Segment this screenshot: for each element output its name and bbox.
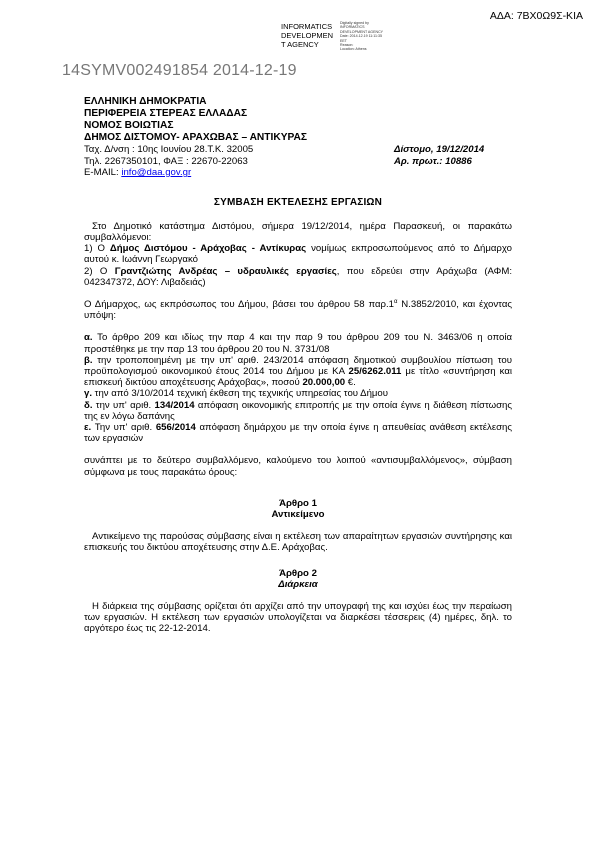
consideration-label: β. <box>84 354 93 366</box>
article-2-number: Άρθρο 2 <box>279 567 317 579</box>
party-1-prefix: 1) Ο <box>84 243 110 255</box>
signature-detail-line: INFORMATICS <box>340 25 365 30</box>
consideration-text: την από 3/10/2014 τεχνική έκθεση της τεχνικής υπηρεσίας του Δήμου <box>92 388 389 400</box>
email-row <box>84 167 512 179</box>
ada-code: ΑΔΑ: 7ΒΧ0Ω9Σ-ΚΙΑ <box>489 10 583 22</box>
considerations-intro <box>84 299 512 321</box>
consideration-text: την τροποποιημένη με την υπ' αριθ. 243/2014 απόφαση δημοτικού συμβουλίου πίστωση του προϋπολογισμού οικονομικού έτους 2014 του Δήμου με ΚΑ <box>84 354 512 377</box>
document-id: 14SYMV002491854 2014-12-19 <box>62 62 297 79</box>
signature-agency-line: INFORMATICS <box>281 22 333 31</box>
digital-signature-agency <box>281 22 339 49</box>
consideration-label: γ. <box>84 388 93 400</box>
decision-number: 656/2014 <box>155 421 196 433</box>
budget-amount: 20.000,00 <box>302 377 346 389</box>
letterhead-line: ΝΟΜΟΣ ΒΟΙΩΤΙΑΣ <box>84 120 174 131</box>
document-body <box>84 96 512 635</box>
consideration-text: Το άρθρο 209 και ιδίως την παρ 4 και την παρ 9 του άρθρου 209 του Ν. 3463/06 η οποία προστέθηκε με την παρ 13 του άρθρου 20 του Ν. 3731/08 <box>84 332 512 355</box>
signature-agency-line: T AGENCY <box>281 40 319 49</box>
signature-detail-line: DEVELOPMENT AGENCY <box>340 29 384 34</box>
letterhead-line: ΕΛΛΗΝΙΚΗ ΔΗΜΟΚΡΑΤΙΑ <box>84 96 207 107</box>
consideration-text: απόφαση δημάρχου με την οποία έγινε η απευθείας ανάθεση εκτέλεσης των εργασιών <box>84 421 512 445</box>
article-1-number: Άρθρο 1 <box>279 497 317 509</box>
digital-signature-details <box>340 21 410 52</box>
intro-paragraph: Στο Δημοτικό κατάστημα Διστόμου, σήμερα 19/12/2014, ημέρα Παρασκευή, οι παρακάτω συμβαλλόμενοι: <box>84 220 512 243</box>
consideration-text: €. <box>345 377 356 389</box>
letterhead-line: ΔΗΜΟΣ ΔΙΣΤΟΜΟΥ- ΑΡΑΧΩΒΑΣ – ΑΝΤΙΚΥΡΑΣ <box>84 132 308 143</box>
protocol-number: Αρ. πρωτ.: 10886 <box>394 155 472 167</box>
consideration-d <box>84 400 512 422</box>
party-2-prefix: 2) Ο <box>84 265 115 277</box>
superscript: α <box>393 298 398 305</box>
consideration-label: α. <box>84 332 93 344</box>
signature-detail-line: Reason: <box>340 43 354 48</box>
consideration-label: δ. <box>84 399 93 411</box>
signature-detail-line: Date: 2014.12.19 11:11:35 <box>340 34 383 39</box>
article-2-name: Διάρκεια <box>278 578 318 590</box>
consideration-text: με τίτλο «συντήρηση και επισκευή δικτύου αποχέτευσης Αράχοβας», ποσού <box>84 365 512 389</box>
consideration-a <box>84 332 512 354</box>
consideration-b <box>84 355 512 389</box>
considerations-intro-law: Ν.3852/2010, και έχοντας υπόψη: <box>84 298 512 322</box>
budget-code: 25/6262.011 <box>348 365 402 377</box>
letterhead-line: ΠΕΡΙΦΕΡΕΙΑ ΣΤΕΡΕΑΣ ΕΛΛΑΔΑΣ <box>84 108 248 119</box>
consideration-text: την υπ' αριθ. <box>92 399 155 411</box>
consideration-c <box>84 388 512 399</box>
signature-detail-line: Digitally signed by <box>340 21 369 25</box>
party-1-name: Δήμος Διστόμου - Αράχοβας - Αντίκυρας <box>109 243 307 255</box>
article-2-text: Η διάρκεια της σύμβασης ορίζεται ότι αρχίζει από την υπογραφή της και ισχύει έως την περαίωση των εργασιών. Η εκτέλεση των εργασιών υπολογίζεται να διαρκέσει τέσσερεις (4) ημέρες, δηλ. το αργότερο έως τις 22-12-2014. <box>84 600 512 635</box>
address-row <box>84 144 512 156</box>
party-2-details: , που εδρεύει στην Αράχωβα (ΑΦΜ: 042347372, ΔΟΥ: Λιβαδειάς) <box>84 265 512 288</box>
consideration-text: απόφαση οικονομικής επιτροπής με την οποία έγινε η διάθεση πίστωσης της εν λόγω δαπάνης <box>84 399 512 422</box>
decision-number: 134/2014 <box>154 399 195 411</box>
place-date: Δίστομο, 19/12/2014 <box>394 144 485 155</box>
considerations-intro-text: Ο Δήμαρχος, ως εκπρόσωπος του Δήμου, βάσει του άρθρου 58 παρ.1 <box>84 298 394 310</box>
party-1-details: νομίμως εκπροσωπούμενος από το Δήμαρχο αυτού κ. Ιωάννη Γεωργακό <box>84 243 513 266</box>
consideration-label: ε. <box>84 421 92 433</box>
consideration-text: Την υπ' αριθ. <box>91 421 156 433</box>
article-1-text: Αντικείμενο της παρούσας σύμβασης είναι η εκτέλεση των απαραίτητων εργασιών συντήρησης και επισκευής του δικτύου αποχέτευσης στην Δ.Ε. Αράχοβας. <box>84 531 512 554</box>
email-label: E-MAIL: <box>84 167 119 178</box>
conclusion-paragraph: συνάπτει με το δεύτερο συμβαλλόμενο, καλούμενο του λοιπού «αντισυμβαλλόμενος», σύμβαση σύμφωνα με τους παρακάτω όρους: <box>84 455 512 478</box>
signature-agency-line: DEVELOPMEN <box>281 31 334 40</box>
email-link[interactable]: info@daa.gov.gr <box>121 167 192 178</box>
party-1 <box>84 243 512 265</box>
signature-detail-line: EET <box>340 38 347 43</box>
phone-row <box>84 156 512 168</box>
party-2-name: Γραντζιώτης Ανδρέας – υδραυλικές εργασίες <box>114 265 337 277</box>
address: Ταχ. Δ/νση : 10ης Ιουνίου 28.Τ.Κ. 32005 <box>84 144 254 155</box>
signature-detail-line: Location: Athens <box>340 47 367 52</box>
article-1-name: Αντικείμενο <box>271 508 325 520</box>
consideration-e <box>84 422 512 444</box>
phone-fax: Τηλ. 2267350101, ΦΑΞ : 22670-22063 <box>84 155 248 167</box>
document-title: ΣΥΜΒΑΣΗ ΕΚΤΕΛΕΣΗΣ ΕΡΓΑΣΙΩΝ <box>213 196 383 208</box>
letterhead <box>84 96 512 179</box>
party-2 <box>84 266 512 288</box>
